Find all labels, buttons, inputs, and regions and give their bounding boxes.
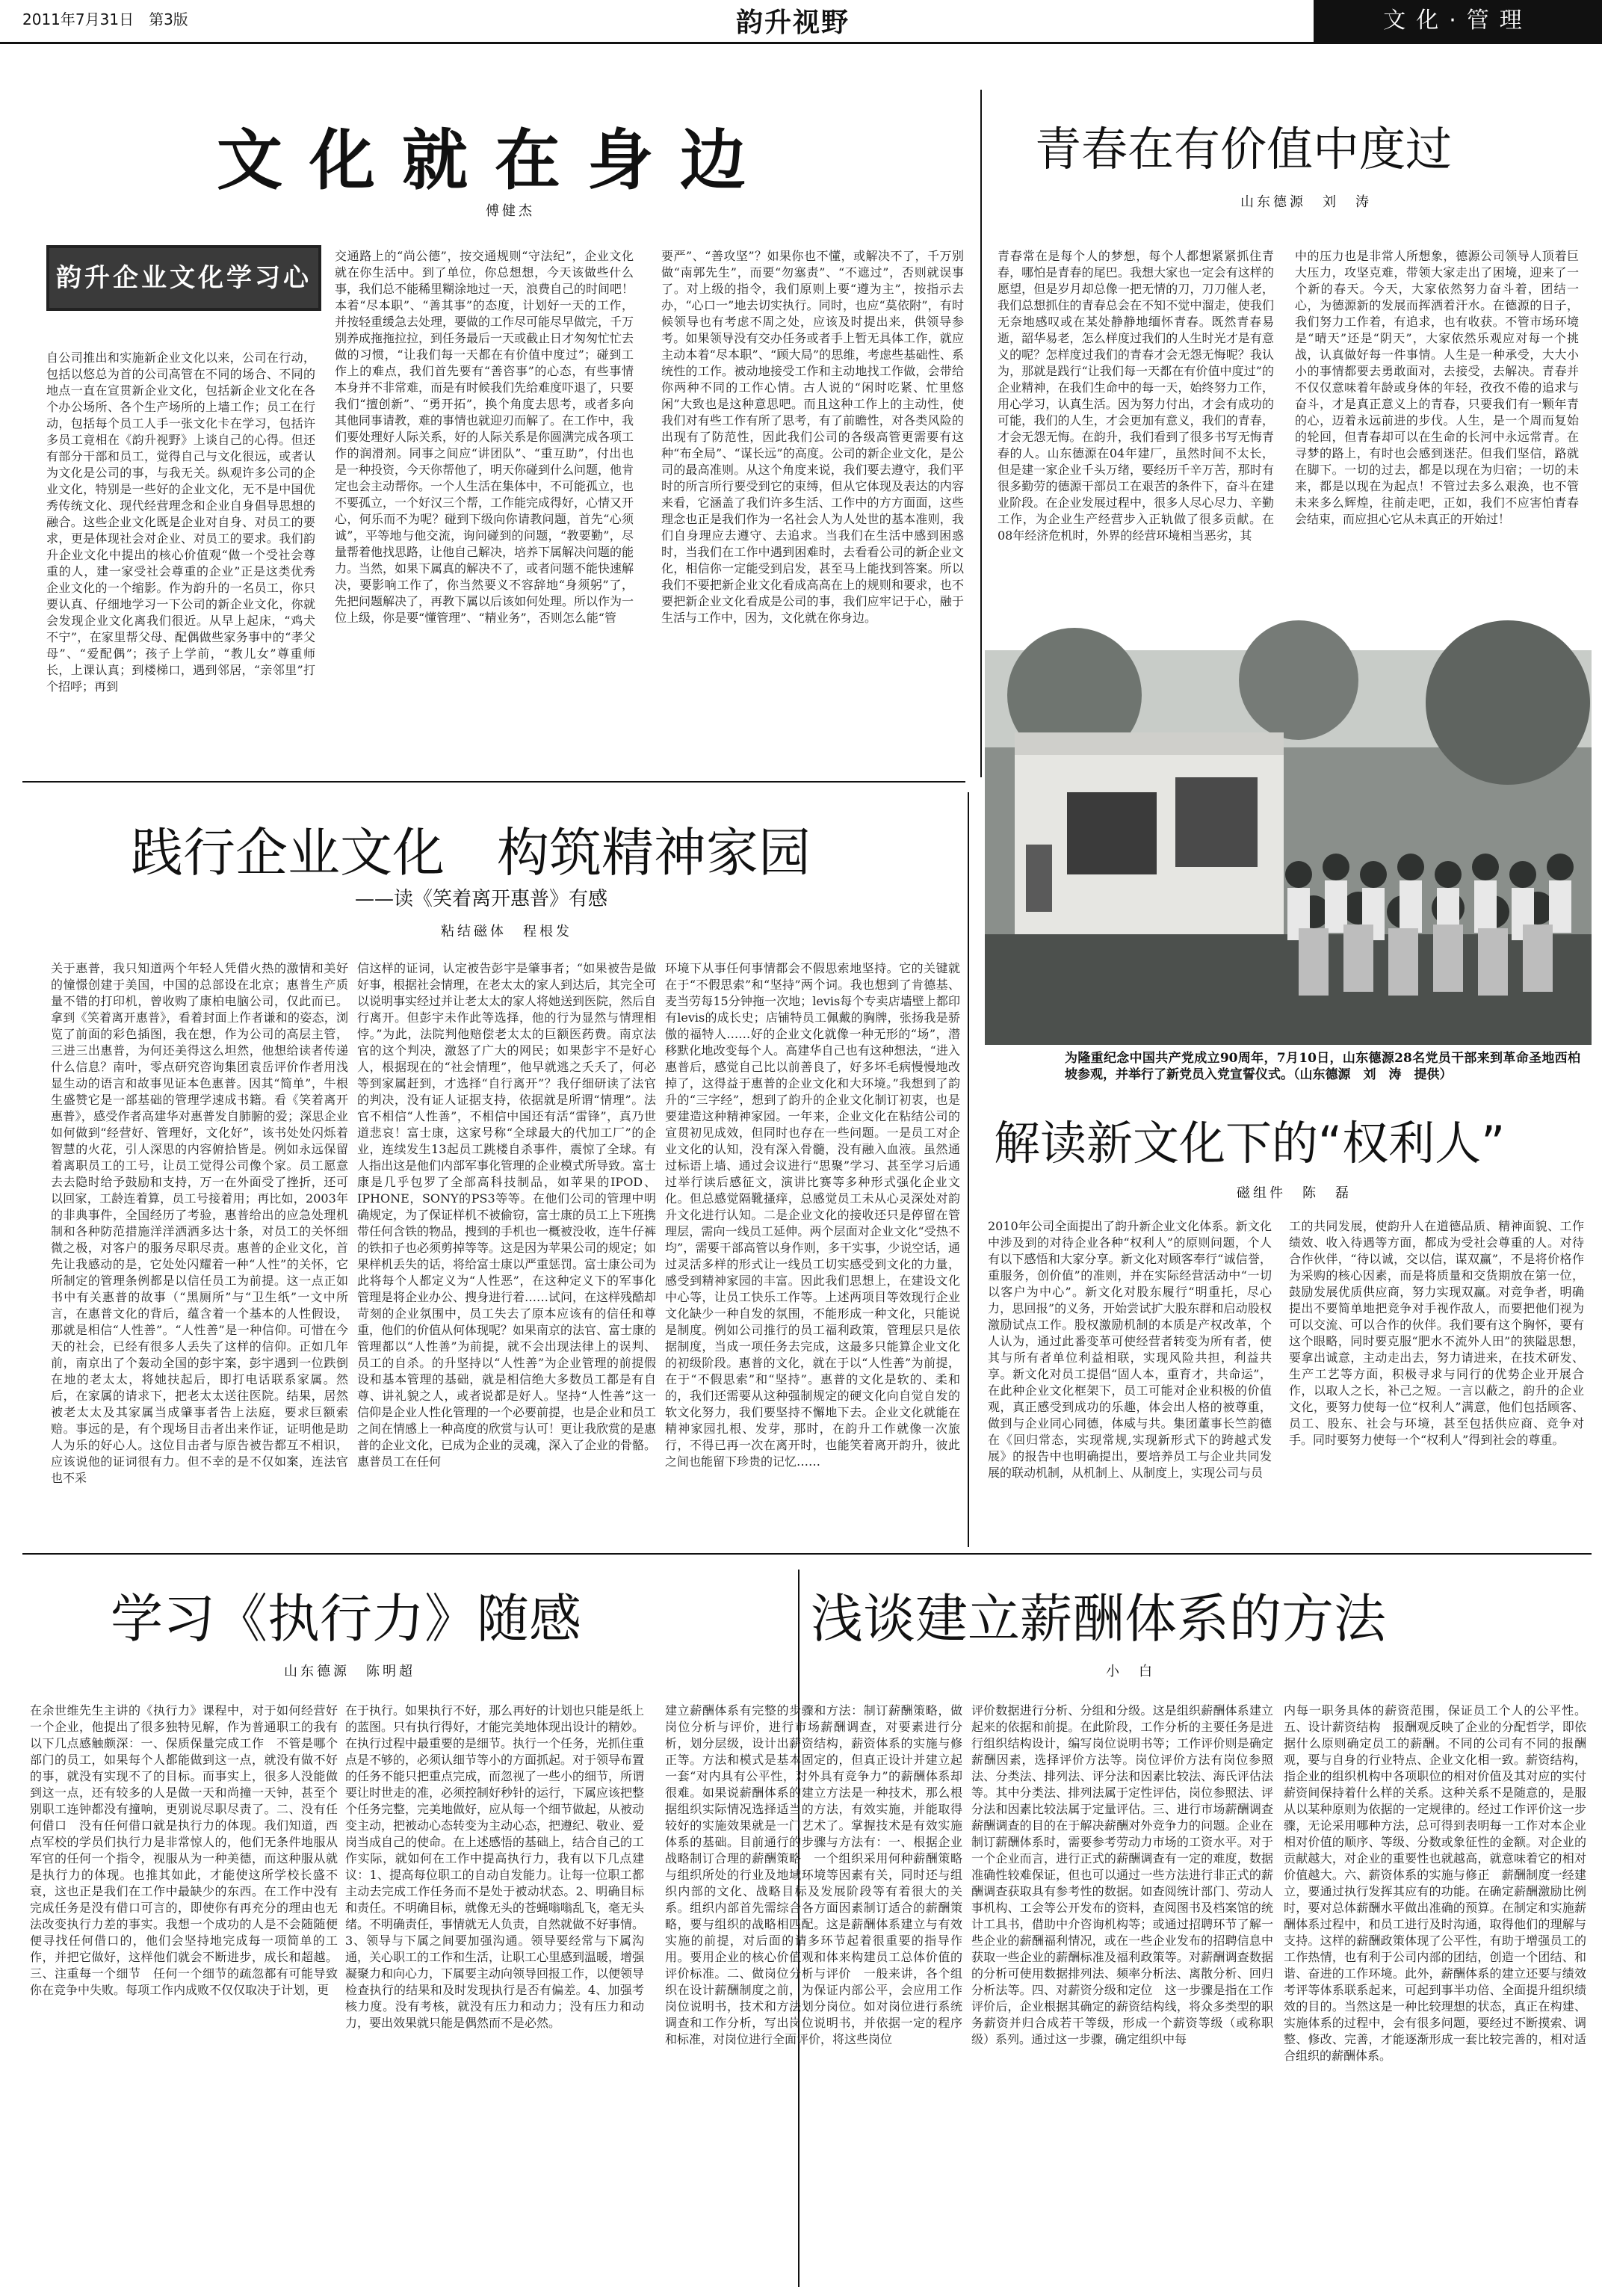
article-body: 建立薪酬体系有完整的步骤和方法：制订薪酬策略，做岗位分析与评价，进行市场薪酬调查，对要素进行分析，划分层级，设计出薪资结构，薪资体系的实施与修正等。方法和模式是基本固定的，但真正设计并建立起一套“对内具有公平性，对外具有竞争力”的薪酬体系却很难。如果说薪酬体系的建立方法是一种技术，那么根据组织实际情况选择适当的方法，有效实施，并能取得较好的实施效果就是一门艺术了。掌握技术是有效实施体系的基础。目前通行的步骤与方法有：一、根据企业战略制订合理的薪酬策略 一个组织采用何种薪酬策略与组织所处的行业及地域环境等因素有关，同时还与组织内部的文化、战略目标及发展阶段等有着很大的关系。组织内部首先需综合各方面因素制订适合的薪酬策略，要与组织的战略相匹配。这是薪酬体系建立与有效实施的前提，对后面的请多环节起着很重要的指导作用。要用企业的核心价值观和体来构建员工总体价值的评价标准。二、做岗位分析与评价 一般来讲，各个组织在设计薪酬制度之前，为保证内部公平，会应用工作岗位说明书，技术和方法划分岗位。如对岗位进行系统调查和工作分析，写出岗位说明书，并依据一定的程序和标准，对岗位进行全面评价，将这些岗位: [665, 1703, 962, 2046]
section-rule: [22, 1553, 1592, 1555]
article-body: 在于执行。如果执行不好，那么再好的计划也只能是纸上的蓝图。只有执行得好，才能完美地体现出设计的精妙。在执行过程中最重要的是细节。执行一个任务，光抓住重点是不够的，必须认细节等小的方面抓起。对于领导布置的任务不能只把重点完成，而忽视了一些小的细节，所谓要让时世走的准，必须控制好秒针的运行，下属应该把整个任务完整，完美地做好，应从每一个细节做起，从被动变主动，把被动心态转变为主动心态，把遵纪、敬业、爱岗当成自己的使命。在上述感悟的基础上，结合自己的工作实际，就如何在工作中提高执行力，我有以下几点建议：1、提高每位职工的自动自发能力。让每一位职工都主动去完成工作任务而不是处于被动状态。2、明确目标和责任。不明确目标，就像无头的苍蝇嗡嗡乱飞，毫无头绪。不明确责任，事情就无人负责，自然就做不好事情。3、领导与下属之间要加强沟通。领导要经常与下属沟通，关心职工的工作和生活，让职工心里感到温暖，增强凝聚力和向心力，下属要主动向领导回报工作，以便领导检查执行的结果和及时发现执行是否有偏差。4、加强考核力度。没有考核，就没有压力和动力；没有压力和动力，要出效果就只能是偶然而不是必然。: [345, 1703, 645, 2030]
article-title: 青春在有价值中度过: [1035, 122, 1453, 176]
article-byline: 粘结磁体 程根发: [441, 924, 572, 939]
column-rule: [980, 90, 982, 777]
article-body: 评价数据进行分析、分组和分级。这是组织薪酬体系建立起来的依据和前提。在此阶段，工作分析的主要任务是进行组织结构设计，编写岗位说明书等；工作评价则是确定薪酬因素，选择评价方法等。岗位评价方法有岗位参照法、分类法、排列法、评分法和因素比较法、海氏评估法等。其中分类法、排列法属于定性评估，岗位参照法、评分法和因素比较法属于定量评估。三、进行市场薪酬调查 薪酬调查的目的在于解决薪酬对外竞争力的问题。企业在制订薪酬体系时，需要参考劳动力市场的工资水平。对于一个企业而言，进行正式的薪酬调查有一定的难度，数据准确性较难保证，但也可以通过一些方法进行非正式的薪酬调查获取具有参考性的数据。如查阅统计部门、劳动人事机构、工会等公开发布的资料，查阅图书及档案馆的统计工具书，借助中介咨询机构等；或通过招聘环节了解一些企业的薪酬福利情况，或在一些企业发布的招聘信息中获取一些企业的薪酬标准及福利政策等。对薪酬调查数据的分析可使用数据排列法、频率分析法、离散分析、回归分析法等。四、对薪资分级和定位 这一步骤是指在工作评价后，企业根据其确定的薪资结构线，将众多类型的职务薪资并归合成若干等级，形成一个薪资等级（或称职级）系列。通过这一步骤，确定组织中每: [971, 1703, 1286, 2046]
article-body: 工的共同发展，使韵升人在道德品质、精神面貌、工作绩效、收入待遇等方面，都成为受社会尊重的人。对待合作伙伴，“待以诚，交以信，谋双赢”，不是将价格作为采购的核心因素，而是将质量和交货期放在第一位，鼓励发展优质供应商，努力实现双赢。对竞争者，明确提出不要简单地把竞争对手视作敌人，而要把他们视为可以交流、可以合作的伙伴。我们要有这个胸怀，要有这个眼略，同时要克服“肥水不流外人田”的狭隘思想，要拿出诚意，主动走出去，努力请进来，在技术研发、生产工艺等方面，积极寻求与同行的优势企业开展合作，以取人之长，补己之短。一言以蔽之，韵升的企业文化，要努力使每一位“权利人”满意，他们包括顾客、员工、股东、社会与环境，甚至包括供应商、竞争对手。同时要努力使每一个“权利人”得到社会的尊重。: [1289, 1219, 1584, 1447]
article-title: 践行企业文化 构筑精神家园: [131, 822, 811, 883]
article-body: 2010年公司全面提出了韵升新企业文化体系。新文化中涉及到的对待企业各种“权利人”的原则问题，个人有以下感悟和大家分享。新文化对顾客奉行“诚信誉，重服务，创价值”的准则，并在实际经营活动中“一切以客户为中心”。新文化对股东履行“明重托，尽心力，思回报”的义务，开始尝试扩大股东群和启动股权激励试点工作。股权激励机制的本质是产权改革，个人认为，通过此番变革可使经营者转变为所有者，使其与所有者单位利益相联，实现风险共担，利益共享。新文化对员工提倡“固人本，重育才，共命运”，在此种企业文化框架下，员工可能对企业积极的价值观，真正感受到成功的乐趣，体会出人格的被尊重，做到与企业同心同德，体威与共。集团董事长竺韵德在《回归常态，实现常规,实现新形式下的跨越式发展》的报告中也明确提出，要培养员工与企业共同发展的联动机制，从机制上、从制度上，实现公司与员: [988, 1219, 1272, 1480]
article-body: 青春常在是每个人的梦想，每个人都想紧紧抓住青春，哪怕是青春的尾巴。我想大家也一定会有这样的愿望，但是岁月却总像一把无情的刀，刀刀催人老，我们总想抓住的青春总会在不知不觉中溜走，使我们无奈地感叹或在某处静静地缅怀青春。既然青春易逝，韶华易老，怎么样度过我们的人生时光才是有意义的呢？怎样度过我们的青春才会无怨无悔呢？我认为，那就是践行“让我们每一天都在有价值中度过”的企业精神，在我们生命中的每一天，始终努力工作，用心学习，认真生活。因为努力付出，才会有成功的可能，我们的人生，才会更加有意义，我们的青春，才会无怨无悔。在韵升，我们看到了很多书写无悔青春的人。山东德源在04年建厂，虽然时间不太长，但是建一家企业千头万绪，要经历千辛万苦，那时有很多勤劳的德源干部员工在艰苦的条件下，奋斗在建业阶段。在企业发展过程中，很多人尽心尽力、辛勤工作，为企业生产经营步入正轨做了很多贡献。在08年经济危机时，外界的经营环境相当恶劣，其: [998, 249, 1274, 543]
section-label: 文化·管理: [1314, 0, 1602, 42]
article-byline: 山东德源 陈明超: [284, 1664, 415, 1679]
column-rule: [968, 792, 969, 1547]
article-body: 交通路上的“尚公德”，按交通规则“守法纪”，企业文化就在你生活中。到了单位，你总想想，今天该做些什么事，我们总不能稀里糊涂地过一天，浪费自己的时间吧！本着“尽本职”、“善其事”的态度，计划好一天的工作，并按轻重缓急去处理，要做的工作尽可能尽早做完，千万别养成拖拖拉拉，到任务最后一天或截止日才匆匆忙忙去做的习惯，“让我们每一天都在有价值中度过”；碰到工作上的难点，我们首先要有“善咨事”的心态，有些事情本身并不非常难，而是有时候我们先给难度吓退了，只要我们“擅创新”、“勇开拓”，换个角度去思考，或者多向其他同事请教，难的事情也就迎刃而解了。在工作中，我们要处理好人际关系，好的人际关系是你圆满完成各项工作的润滑剂。同事之间应“讲团队”、“重互助”，付出也是一种投资，今天你帮他了，明天你碰到什么问题，他肯定也会主动帮你。一个人生活在集体中，不可能孤立，也不要孤立，一个好汉三个帮，工作能完成得好，心情又开心，何乐而不为呢？碰到下级向你请教问题，首先“心须诚”，平等地与他交流，询问碰到的问题，“教要勤”，尽量帮着他找思路，让他自己解决，培养下属解决问题的能力。当然，如果下属真的解决不了，或者问题不能快速解决，要影响工作了，你当然要义不容辞地“身须躬”了，先把问题解决了，再教下属以后该如何处理。所以作为一位上级，你是要“懂管理”、“精业务”，否则怎么能“管: [335, 249, 634, 625]
article-body: 在余世维先生主讲的《执行力》课程中，对于如何经营好一个企业，他提出了很多独特见解，作为普通职工的我有以下几点感触颇深：一、保质保量完成工作 不管是哪个部门的员工，如果每个人都能做到这一点，就没有做不好的事，就没有实现不了的目标。而事实上，很多人没能做到这一点，还有较多的人是做一天和尚撞一天钟，甚至个别职工连钟都没有撞响，更别说尽职尽责了。二、没有任何借口 没有任何借口就是执行力的体现。我们知道，西点军校的学员们执行力是非常惊人的，他们无条件地服从军官的任何一个指令，视服从为一种美德，而这种服从就是执行力的体现。也推其如此，才能使这所学校长盛不衰，这也正是我们在工作中最缺少的东西。在工作中没有完成任务是没有借口可言的，即使你有再充分的理由也无法改变执行力差的事实。我想一个成功的人是不会随随便便寻找任何借口的，他们会坚持地完成每一项简单的工作，并把它做好，这样他们就会不断进步，成长和超越。三、注重每一个细节 任何一个细节的疏忽都有可能导致你在竞争中失败。每项工作内成败不仅仅取决于计划，更: [30, 1703, 338, 1997]
article-byline: 傅健杰: [486, 203, 535, 219]
article-body: 内每一职务具体的薪资范围，保证员工个人的公平性。五、设计薪资结构 报酬观反映了企业的分配哲学，即依据什么原则确定员工的薪酬。不同的公司有不同的报酬观，要与自身的行业特点、企业文化相一致。薪资结构，指企业的组织机构中各项职位的相对价值及其对应的实付薪资间保持着什么样的关系。这种关系不是随意的，是服从以某种原则为依据的一定规律的。经过工作评价这一步骤，无论采用哪种方法，总可得到表明每一工作对本企业相对价值的顺序、等级、分数或象征性的金额。对企业的贡献越大，对企业的重要性也就越高，就意味着它的相对价值越大。六、薪资体系的实施与修正 薪酬制度一经建立，要通过执行发挥其应有的功能。在确定薪酬激励比例时，要对总体薪酬水平做出准确的预算。在制定和实施薪酬体系过程中，和员工进行及时沟通，取得他们的理解与支持。这样的薪酬政策体现了公平性，有助于增强员工的工作热情，也有利于公司内部的团结，创造一个团结、和谐、奋进的工作环境。此外，薪酬体系的建立还要与绩效考评等体系联系起来，可起到事半功倍、全面提升组织绩效的目的。当然这是一种比较理想的状态，真正在构建、实施体系的过程中，会有很多问题，要经过不断摸索、调整、修改、完善，才能逐渐形成一套比较完善的，相对适合组织的薪酬体系。: [1284, 1703, 1586, 2063]
article-title: 学习《执行力》随感: [111, 1588, 581, 1650]
article-subtitle: ——读《笑着离开惠普》有感: [355, 888, 608, 910]
issue-date: 2011年7月31日 第3版: [22, 10, 188, 28]
article-byline: 山东德源 刘 涛: [1240, 194, 1372, 210]
article-title: 文化就在身边: [217, 122, 773, 199]
publication-name: 韵升视野: [736, 7, 850, 38]
article-byline: 小 白: [1106, 1664, 1155, 1679]
article-body: 要严”、“善攻坚”？如果你也不懂，或解决不了，千万别做“南郭先生”，而要“勿塞责”、“不遮过”，否则就误事了。对上级的指令，我们原则上要“遵为主”，按指示去办，“心口一”地去切实执行。同时，也应“莫依附”，有时候领导也有考虑不周之处，应该及时提出来，供领导参考。如果领导没有交办任务或者手上暂无具体工作，就应主动本着“尽本职”、“顾大局”的思维，考虑些基础性、系统性的工作。被动地接受工作和主动地找工作做，会带给你两种不同的工作心情。古人说的“闲时吃紧、忙里悠闲”大致也是这种意思吧。而且这种工作上的主动性，使我们对有些工作有所了思考，有了前瞻性，对各类风险的出现有了防范性，因此我们公司的各级高管更需要有这种“布全局”、“谋长远”的高度。公司的新企业文化，是公司的最高准则。从这个角度来说，我们要去遵守，我们平时的所言所行要受到它的束缚，但从它体现及表达的内容来看，它涵盖了我们许多生活、工作中的方方面面，这些理念也正是我们作为一名社会人为人处世的基本准则，我们自身理应去遵守、去追求。当我们在生活中感到困惑时，当我们在工作中遇到困难时，去看看公司的新企业文化，相信你一定能受到启发，甚至马上能找到答案。所以我们不要把新企业文化看成高高在上的规则和要求，也不要把新企业文化看成是公司的事，我们应牢记于心，融于生活与工作中，因为，文化就在你身边。: [661, 249, 964, 625]
article-body: 信这样的证词，认定被告彭宇是肇事者；“如果被告是做好事，根据社会情理，在老太太的家人到达后，其完全可以说明事实经过并让老太太的家人将她送到医院，然后自行离开。但彭宇未作此等选择，他的行为显然与情理相悖。”为此，法院判他赔偿老太太的巨额医药费。南京法官的这个判决，激怒了广大的网民；如果彭宇不是好心人，根据现在的“社会情理”，他早就逃之夭夭了，何必等到家属赶到，才选择“自行离开”？我仔细研读了法官的判决，没有证人证据支持，依据就是所谓“情理”。法官不相信“人性善”，不相信中国还有活“雷锋”，真乃世道悲哀！富士康，这家号称“全球最大的代加工厂”的企业，连续发生13起员工跳楼自杀事件，震惊了全球。有人指出这是他们内部军事化管理的企业模式所导致。富士康是几乎包罗了全部高科技制品，如苹果的IPOD、IPHONE，SONY的PS3等等。在他们公司的管理中明确规定，为了保证样机不被偷窃，富士康的员工上下班携带任何含铁的物品，搜到的手机也一概被没收，连牛仔裤的铁扣子也必须剪掉等等。这是因为苹果公司的规定；如果样机丢失的话，将给富士康以严重惩罚。富士康公司为此将每个人都定义为“人性恶”，在这种定义下的军事化管理是将企业办公、搜身进行着……试问，在这样残酷却苛刻的企业氛围中，员工失去了原本应该有的信任和尊重，他们的价值从何体现呢？如果南京的法官、富士康的管理都以“人性善”为前提，就不会出现法律上的误判、员工的自杀。的升坚持以“人性善”为企业管理的前提假设和基本管理的基础，就是相信绝大多数员工都是有自尊、讲礼貌之人，或者说都是好人。坚持“人性善”这一信仰是企业人性化管理的一个必要前提，也是企业和员工之间在情感上一种高度的欣赏与认可！更让我欣赏的是惠普的企业文化，已成为企业的灵魂，深入了企业的骨骼。惠普员工在任何: [357, 961, 657, 1469]
header-rule: [0, 42, 1602, 44]
caption-text: 为隆重纪念中国共产党成立90周年，7月10日，山东德源28名党员干部来到革命圣地西柏坡参观，并举行了新党员入党宣誓仪式。: [1065, 1051, 1580, 1082]
section-rule: [22, 781, 965, 783]
article-byline: 磁组件 陈 磊: [1237, 1185, 1352, 1201]
article-body: 关于惠普，我只知道两个年轻人凭借火热的激情和美好的憧憬创建于美国，中国的总部设在北京；惠普生产质量不错的打印机，曾收购了康柏电脑公司，仅此而已。拿到《笑着离开惠普》，看着封面上作者谦和的姿态，浏览了前面的彩色插图，我在想，作为公司的高层主管，三进三出惠普，为何还美得这么坦然，他想给读者传递什么信息？南叶，零点研究咨询集团袁岳评价作者用浅显生动的语言和故事见证本色惠普。因其“简单”，牛根生盛赞它是一部基础的管理学速成书籍。看《笑着离开惠普》，感受作者高建华对惠普发自肺腑的爱；深思企业如何做到“经营好、管理好，文化好”，该书处处闪烁着智慧的火花，引人深思的内容俯拾皆是。例如永远保留着离职员工的工号，让员工觉得公司像个家。员工愿意去去隐时给予鼓励和支持，万一在外面受了挫折，还可以回家，工龄连着算，员工号接着用；再比如，2003年的非典事件，全国经历了考验，惠普给出的应急处理机制和各种防范措施洋洋洒洒多达十条，对员工的关怀细微之极，对客户的服务尽职尽责。惠普的企业文化，首先让我感动的是，它处处闪耀着一种“人性”的关怀，它所制定的管理条例都是以信任员工为前提。这一点正如书中有关惠普的故事（“黑厕所”与“卫生纸”一文中所言，在惠普文化的背后，蕴含着一个基本的人性假设，那就是相信“人性善”。“人性善”是一种信仰。可惜在今天的社会，已经有很多人丢失了这样的信仰。正如几年前，南京出了个轰动全国的彭宇案，彭宇遇到一位跌倒在地的老太太，将她扶起后，即打电话联系家属。然后，在家属的请求下，把老太太送往医院。结果，居然被老太太及其家属当成肇事者告上法庭，要求巨额索赔。事远的是，有个现场目击者出来作证，证明他是助人为乐的好心人。这位目击者与原告被告都互不相识，应该说他的证词很有力。但不幸的是不仅如案，连法官也不采: [51, 961, 348, 1485]
article-body: 环境下从事任何事情都会不假思索地坚持。它的关键就在于“不假思索”和“坚持”两个词。我也想到了肯德基、麦当劳每15分钟拖一次地；levis每个专卖店墙壁上都印有levis的成长史；店铺特员工佩戴的胸牌，张扬我是骄傲的福特人……好的企业文化就像一种无形的“场”，潜移默化地改变每个人。高建华自己也有这种想法，“进入惠普后，感觉自己比以前善良了，好多坏毛病慢慢地改掉了，这得益于惠普的企业文化和大环境。”我想到了韵升的“三字经”，想到了韵升的企业文化制订初衷，也是要建造这种精神家园。一年来，企业文化在粘结公司的宣贯初见成效，但同时也存在一些问题。一是员工对企业文化的认知，没有深入骨髓，没有融入血液。虽然通过标语上墙、通过会议进行“思聚”学习、甚至学习后通过举行读后感征文，演讲比赛等多种形式强化企业文化。但总感觉隔靴搔痒，总感觉员工未从心灵深处对韵升文化进行认知。二是企业文化的接收还只是停留在管理层，需向一线员工延伸。两个层面对企业文化“受热不均”，需要干部高管以身作则，多干实事，少说空话，通过灵活多样的形式让一线员工切实感受到文化的力量，感受到精神家园的丰富。因此我们思想上，在建设文化中心等，让员工快乐工作等。上述两项目等效现行企业文化缺少一种自发的氛围，不能形成一种文化，只能说是制度。例如公司推行的员工福利政策，管理层只是依据制度，当成一项任务去完成，这最多只能算企业文化的初级阶段。惠普的文化，就在于以“人性善”为前提，在于“不假思索”和“坚持”。惠普的文化是软的、柔和的，我们还需要从这种强制规定的硬文化向自觉自发的软文化努力，我们要坚持不懈地下去。企业文化就能在精神家园扎根、发芽，那时，在韵升工作就像一次旅行，不得已再一次在离开时，也能笑着离开韵升，彼此之间也能留下珍贵的记忆……: [665, 961, 960, 1469]
photo-illustration: [985, 650, 1592, 1045]
article-banner: 韵升企业文化学习心得: [46, 245, 321, 311]
caption-credit: （山东德源 刘 涛 提供）: [1293, 1067, 1453, 1082]
photo-caption: [1065, 1050, 1580, 1083]
article-title: 浅谈建立薪酬体系的方法: [811, 1588, 1386, 1650]
article-body: 自公司推出和实施新企业文化以来，公司在行动，包括以悠总为首的公司高管在不同的场合、不同的地点一直在宣贯新企业文化，包括新企业文化在各个办公场所、各个生产场所的上墙工作；员工在行动，包括每个员工人手一张文化卡在学习，包括许多员工竟相在《韵升视野》上谈自己的心得。但还有部分干部和员工，觉得自己与文化很远，或者认为文化是公司的事，与我无关。纵观许多公司的企业文化，特别是一些好的企业文化，无不是中国优秀传统文化、现代经营理念和企业自身倡导思想的融合。这些企业文化既是企业对自身、对员工的要求，更是体现社会对企业、对员工的要求。我们韵升企业文化中提出的核心价值观“做一个受社会尊重的人，建一家受社会尊重的企业”正是这类优秀企业文化的一个缩影。作为韵升的一名员工，你只要认真、仔细地学习一下公司的新企业文化，你就会发现企业文化离我们很近。从早上起床，“鸡犬不宁”，在家里帮父母、配偶做些家务事中的“孝父母”、“爱配偶”；孩子上学前，“教儿女”尊重师长，上课认真；到楼梯口，遇到邻居，“亲邻里”打个招呼；再到: [46, 351, 315, 694]
article-body: 中的压力也是非常人所想象，德源公司领导人顶着巨大压力，攻坚克难，带领大家走出了困境，迎来了一个新的春天。今天，大家依然努力奋斗着，团结一心，为德源新的发展而挥洒着汗水。在德源的日子，我们努力工作着，有追求，也有收获。不管市场环境是“晴天”还是“阴天”，大家依然乐观应对每一个挑战，认真做好每一件事情。人生是一种承受，大大小小的事情都要去勇敢面对，去接受，去解决。青春并不仅仅意味着年龄或身体的年轻，孜孜不倦的追求与奋斗，才是真正意义上的青春，只要我们有一颗年青的心，迈着永远前进的步伐。人生，是一个周而复始的轮回，但青春却可以在生命的长河中永远常青。在寻梦的路上，有时也会感到迷茫。但我们坚信，路就在脚下。一切的过去，都是以现在为归宿；一切的未来，都是以现在为起点！不管过去多么艰涣，也不管未来多么辉煌，往前走吧，正如，我们不应害怕青春会结束，而应担心它从未真正的开始过！: [1295, 249, 1579, 526]
news-photo: [985, 650, 1592, 1045]
article-title: 解读新文化下的“权利人”: [994, 1116, 1506, 1170]
